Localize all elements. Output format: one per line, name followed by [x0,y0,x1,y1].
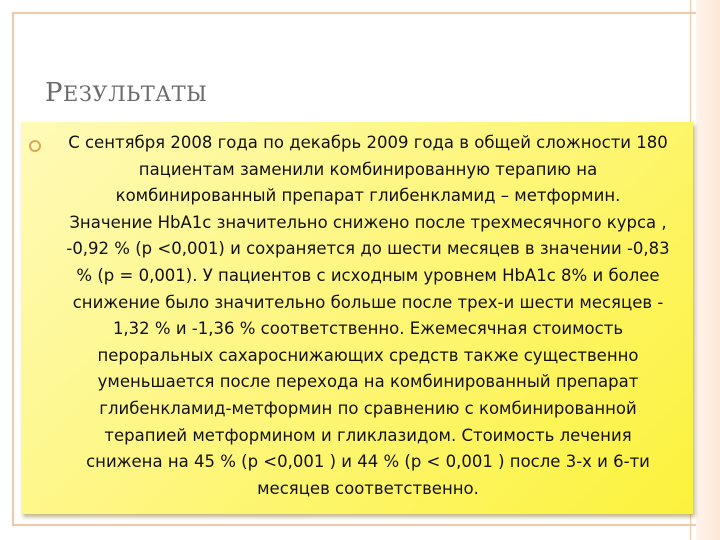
body-line: месяцев соответственно. [257,478,479,498]
body-line: глибенкламид-метформин по сравнению с комбинированной [99,398,637,418]
body-line: терапией метформином и гликлазидом. Стоимость лечения [104,425,632,445]
body-line: С сентября 2008 года по декабрь 2009 года в общей сложности 180 [68,133,668,152]
body-line: Значение HbA1c значительно снижено после трехмесячного курса , [69,212,667,232]
body-line: пероральных сахароснижающих средств также существенно [97,345,639,365]
slide-edge-strip [696,0,720,540]
body-line: уменьшается после перехода на комбинированный препарат [97,372,639,392]
body-line: снижена на 45 % (p <0,001 ) и 44 % (p < 0,001 ) после 3-х и 6-ти [86,452,650,472]
body-line: комбинированный препарат глибенкламид – метформин. [115,186,621,206]
body-line: 1,32 % и -1,36 % соответственно. Ежемесячная стоимость [112,319,624,339]
body-line: -0,92 % (p <0,001) и сохраняется до шести месяцев в значении -0,83 [66,239,670,259]
slide-title [45,78,207,108]
body-line: снижение было значительно больше после трех-и шести месяцев - [72,292,664,312]
circle-bullet-icon [29,140,41,152]
body-line: % (p = 0,001). У пациентов с исходным уровнем HbA1c 8% и более [76,265,660,285]
slide-title-rest: ЕЗУЛЬТАТЫ [63,82,208,106]
slide-title-initial: Р [45,78,63,108]
body-line: пациентам заменили комбинированную терапию на [138,159,598,179]
content-panel [21,122,693,514]
body-paragraph [45,130,691,502]
